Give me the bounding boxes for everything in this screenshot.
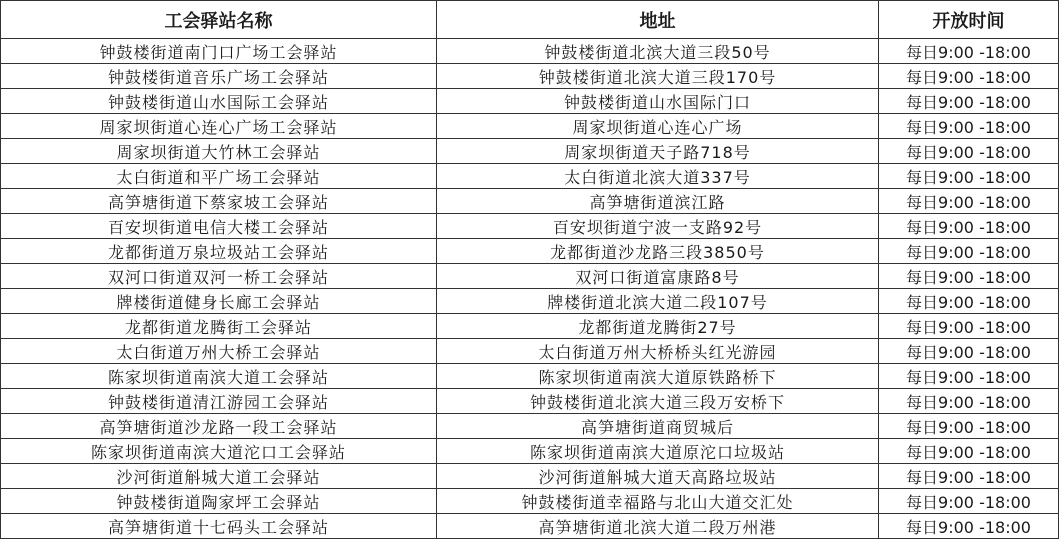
- address-cell: 太白街道万州大桥桥头红光游园: [437, 339, 879, 364]
- address-cell: 陈家坝街道南滨大道原沱口垃圾站: [437, 439, 879, 464]
- table-row: [1, 189, 1059, 214]
- station-name-cell: 沙河街道斛城大道工会驿站: [1, 464, 437, 489]
- opening-hours-cell: 每日9:00 -18:00: [879, 489, 1059, 514]
- header-station-name: 工会驿站名称: [1, 1, 437, 39]
- table-header-row: [1, 1, 1059, 39]
- table-row: [1, 439, 1059, 464]
- address-cell: 钟鼓楼街道幸福路与北山大道交汇处: [437, 489, 879, 514]
- opening-hours-cell: 每日9:00 -18:00: [879, 89, 1059, 114]
- address-cell: 龙都街道龙腾街27号: [437, 314, 879, 339]
- table-row: [1, 514, 1059, 539]
- station-name-cell: 钟鼓楼街道陶家坪工会驿站: [1, 489, 437, 514]
- opening-hours-cell: 每日9:00 -18:00: [879, 289, 1059, 314]
- opening-hours-cell: 每日9:00 -18:00: [879, 39, 1059, 64]
- station-name-cell: 周家坝街道心连心广场工会驿站: [1, 114, 437, 139]
- opening-hours-cell: 每日9:00 -18:00: [879, 189, 1059, 214]
- station-name-cell: 钟鼓楼街道山水国际工会驿站: [1, 89, 437, 114]
- station-name-cell: 周家坝街道大竹林工会驿站: [1, 139, 437, 164]
- address-cell: 钟鼓楼街道北滨大道三段万安桥下: [437, 389, 879, 414]
- address-cell: 周家坝街道天子路718号: [437, 139, 879, 164]
- table-row: [1, 114, 1059, 139]
- table-row: [1, 489, 1059, 514]
- address-cell: 太白街道北滨大道337号: [437, 164, 879, 189]
- station-name-cell: 钟鼓楼街道南门口广场工会驿站: [1, 39, 437, 64]
- station-name-cell: 百安坝街道电信大楼工会驿站: [1, 214, 437, 239]
- address-cell: 牌楼街道北滨大道二段107号: [437, 289, 879, 314]
- address-cell: 百安坝街道宁波一支路92号: [437, 214, 879, 239]
- station-name-cell: 陈家坝街道南滨大道工会驿站: [1, 364, 437, 389]
- station-name-cell: 太白街道和平广场工会驿站: [1, 164, 437, 189]
- header-address: 地址: [437, 1, 879, 39]
- address-cell: 周家坝街道心连心广场: [437, 114, 879, 139]
- opening-hours-cell: 每日9:00 -18:00: [879, 364, 1059, 389]
- opening-hours-cell: 每日9:00 -18:00: [879, 214, 1059, 239]
- address-cell: 高笋塘街道北滨大道二段万州港: [437, 514, 879, 539]
- opening-hours-cell: 每日9:00 -18:00: [879, 114, 1059, 139]
- opening-hours-cell: 每日9:00 -18:00: [879, 414, 1059, 439]
- station-name-cell: 龙都街道龙腾街工会驿站: [1, 314, 437, 339]
- address-cell: 钟鼓楼街道北滨大道三段50号: [437, 39, 879, 64]
- opening-hours-cell: 每日9:00 -18:00: [879, 139, 1059, 164]
- station-name-cell: 高笋塘街道十七码头工会驿站: [1, 514, 437, 539]
- station-name-cell: 牌楼街道健身长廊工会驿站: [1, 289, 437, 314]
- address-cell: 钟鼓楼街道山水国际门口: [437, 89, 879, 114]
- address-cell: 双河口街道富康路8号: [437, 264, 879, 289]
- address-cell: 高笋塘街道商贸城后: [437, 414, 879, 439]
- address-cell: 龙都街道沙龙路三段3850号: [437, 239, 879, 264]
- address-cell: 钟鼓楼街道北滨大道三段170号: [437, 64, 879, 89]
- table-row: [1, 339, 1059, 364]
- table-row: [1, 289, 1059, 314]
- station-name-cell: 双河口街道双河一桥工会驿站: [1, 264, 437, 289]
- table-row: [1, 389, 1059, 414]
- table-body: [1, 39, 1059, 539]
- header-opening-hours: 开放时间: [879, 1, 1059, 39]
- address-cell: 陈家坝街道南滨大道原铁路桥下: [437, 364, 879, 389]
- table-row: [1, 464, 1059, 489]
- table-row: [1, 239, 1059, 264]
- opening-hours-cell: 每日9:00 -18:00: [879, 64, 1059, 89]
- table-row: [1, 39, 1059, 64]
- address-cell: 高笋塘街道滨江路: [437, 189, 879, 214]
- table-row: [1, 139, 1059, 164]
- table-row: [1, 314, 1059, 339]
- opening-hours-cell: 每日9:00 -18:00: [879, 389, 1059, 414]
- table-row: [1, 164, 1059, 189]
- table-row: [1, 264, 1059, 289]
- station-name-cell: 钟鼓楼街道音乐广场工会驿站: [1, 64, 437, 89]
- opening-hours-cell: 每日9:00 -18:00: [879, 239, 1059, 264]
- station-name-cell: 太白街道万州大桥工会驿站: [1, 339, 437, 364]
- station-name-cell: 钟鼓楼街道清江游园工会驿站: [1, 389, 437, 414]
- opening-hours-cell: 每日9:00 -18:00: [879, 514, 1059, 539]
- opening-hours-cell: 每日9:00 -18:00: [879, 164, 1059, 189]
- opening-hours-cell: 每日9:00 -18:00: [879, 264, 1059, 289]
- opening-hours-cell: 每日9:00 -18:00: [879, 314, 1059, 339]
- address-cell: 沙河街道斛城大道天高路垃圾站: [437, 464, 879, 489]
- table-row: [1, 64, 1059, 89]
- opening-hours-cell: 每日9:00 -18:00: [879, 339, 1059, 364]
- table-row: [1, 214, 1059, 239]
- table-row: [1, 364, 1059, 389]
- station-name-cell: 高笋塘街道下蔡家坡工会驿站: [1, 189, 437, 214]
- opening-hours-cell: 每日9:00 -18:00: [879, 464, 1059, 489]
- table-row: [1, 414, 1059, 439]
- station-name-cell: 陈家坝街道南滨大道沱口工会驿站: [1, 439, 437, 464]
- opening-hours-cell: 每日9:00 -18:00: [879, 439, 1059, 464]
- station-name-cell: 龙都街道万泉垃圾站工会驿站: [1, 239, 437, 264]
- table-row: [1, 89, 1059, 114]
- station-name-cell: 高笋塘街道沙龙路一段工会驿站: [1, 414, 437, 439]
